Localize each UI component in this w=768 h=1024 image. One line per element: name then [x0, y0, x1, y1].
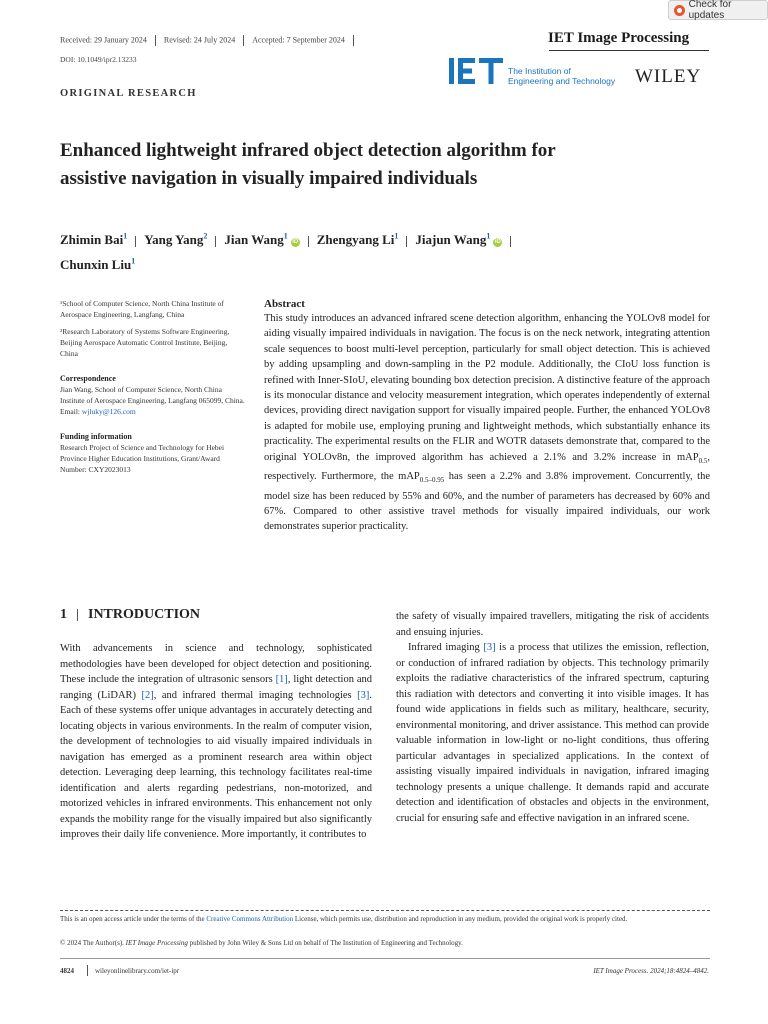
orcid-icon[interactable]: iD	[292, 239, 299, 246]
author-6[interactable]: Chunxin Liu$^1$	[60, 256, 136, 272]
license-link[interactable]: Creative Commons Attribution	[206, 915, 294, 923]
copyright-note: © 2024 The Author(s). IET Image Processing published by John Wiley & Sons Ltd on behalf of The Institution of Engineering and Technology.	[60, 939, 463, 947]
footer-rule	[60, 958, 710, 959]
iet-name-line1: The Institution of	[508, 66, 571, 76]
section-heading	[60, 607, 200, 623]
received-date: Received: 29 January 2024	[60, 35, 147, 45]
section-title: INTRODUCTION	[88, 607, 201, 622]
email-line: Email: wjluky@126.com	[60, 407, 136, 416]
citation: IET Image Process. 2024;18:4824–4842.	[593, 967, 709, 975]
intro-paragraph: Infrared imaging [3] is a process that utilizes the emission, reflection, or conduction of infrared radiation by objects. This technology primarily exploits the radiative characteristics of the infrared spectrum, capturing this radiation with detectors and converting it into visible images. It has found wide applications in fields such as military, healthcare, security, environmental monitoring, and driver assistance. This method can provide valuable information in low-light or no-light conditions, thus offering particular advantages in specialized applications. In the context of assisting visually impaired individuals in navigation, infrared imaging technology presents a unique challenge. It demands rapid and accurate detection and identification of obstacles and objects in the environment, crucial for ensuring safe and effective navigation in an infrared scene.	[396, 642, 709, 824]
author-5[interactable]: Jiajun Wang$^1$iD	[415, 232, 501, 248]
doi: DOI: 10.1049/ipr2.13233	[60, 55, 137, 64]
divider	[87, 965, 88, 976]
author-3[interactable]: Jian Wang$^1$iD	[224, 232, 299, 248]
email-link[interactable]: wjluky@126.com	[81, 407, 136, 416]
orcid-icon[interactable]: iD	[494, 239, 501, 246]
citation-link[interactable]: [3]	[357, 689, 370, 701]
divider	[135, 236, 136, 247]
author-list	[60, 226, 710, 275]
divider	[406, 236, 407, 247]
update-icon	[674, 5, 685, 16]
dates-line	[60, 35, 362, 46]
iet-logo-mark	[449, 58, 505, 84]
license-note: This is an open access article under the terms of the Creative Commons Attribution License, which permits use, distribution and reproduction in any medium, provided the original work is properly cited.	[60, 915, 628, 923]
author-2[interactable]: Yang Yang$^2$	[144, 232, 208, 248]
abstract-heading: Abstract	[264, 298, 305, 310]
section-number: 1	[60, 607, 67, 622]
journal-url[interactable]: wileyonlinelibrary.com/iet-ipr	[95, 967, 180, 975]
wiley-logo: WILEY	[635, 66, 702, 87]
funding-body: Research Project of Science and Technology for Hebei Province Higher Education Institutions, Grant/Award Number: CXY2023013	[60, 443, 225, 474]
correspondence-heading: Correspondence	[60, 374, 116, 383]
footnote-rule	[60, 910, 710, 911]
journal-name: IET Image Processing	[548, 30, 690, 46]
citation-link[interactable]: [2]	[141, 689, 154, 701]
abstract	[264, 297, 710, 535]
intro-right-column	[396, 609, 709, 826]
divider	[243, 35, 244, 46]
page-number: 4824	[60, 967, 74, 975]
iet-logo	[449, 56, 505, 86]
iet-name-line2: Engineering and Technology	[508, 76, 616, 86]
check-for-updates-label: Check for updates	[688, 0, 732, 21]
iet-name	[508, 66, 615, 86]
divider	[155, 35, 156, 46]
affiliation-2: ²Research Laboratory of Systems Software Engineering, Beijing Aerospace Automatic Control Institute, Beijing, China	[60, 327, 230, 358]
journal-rule	[549, 50, 709, 51]
divider	[510, 236, 511, 247]
accepted-date: Accepted: 7 September 2024	[252, 35, 345, 45]
affiliation-1: ¹School of Computer Science, North China Institute of Aerospace Engineering, Langfang, China	[60, 299, 224, 319]
intro-paragraph: the safety of visually impaired travellers, mitigating the risk of accidents and ensuing injuries.	[396, 611, 709, 638]
sidebar	[60, 298, 245, 475]
revised-date: Revised: 24 July 2024	[163, 35, 236, 45]
funding-heading: Funding information	[60, 432, 132, 441]
divider	[308, 236, 309, 247]
citation-link[interactable]: [3]	[483, 642, 496, 653]
correspondence-body: Jian Wang, School of Computer Science, North China Institute of Aerospace Engineering, Langfang 065099, China.	[60, 385, 245, 405]
abstract-text: This study introduces an advanced infrared scene detection algorithm, enhancing the YOLOv8 model for aiding visually impaired individuals in navigation. The focus is on the neck network, integrating attention scale sequences to boost multi-level perception, particularly for small object detection. This is achieved by adding upsampling and down-sampling in the P2 module. Additionally, the CIoU loss function is refined with Inner-SIoU, elevating bounding box detection precision. A distinctive feature of the approach is its monocular distance and velocity measurement integration, which operates independently of external devices, providing direct navigation support for visually impaired people. Further, the enhanced YOLOv8 is adapted for mobile use, employing pruning and lightweight methods, which substantially enhance its practicality. The experimental results on the FLIR and WOTR datasets demonstrate that, compared to the original YOLOv8n, the improved algorithm has achieved a 2.1% and 3.2% increase in mAP$_{0.5}$, respectively. Furthermore, the mAP$_{0.5-0.95}$ has seen a 2.2% and 3.8% improvement. Concurrently, the model size has been reduced by 55% and 60%, and the number of parameters has decreased by 60% and 67%. Compared to other assistive travel methods for visually impaired individuals, our work demonstrates superior practicality.	[264, 313, 710, 533]
check-for-updates-button[interactable]	[668, 0, 768, 20]
divider	[77, 609, 78, 621]
article-type: ORIGINAL RESEARCH	[60, 88, 197, 99]
divider	[215, 236, 216, 247]
title-line-2: assistive navigation in visually impaired individuals	[60, 168, 478, 189]
title-line-1: Enhanced lightweight infrared object detection algorithm for	[60, 140, 556, 161]
article-title	[60, 137, 720, 193]
divider	[353, 35, 354, 46]
author-4[interactable]: Zhengyang Li$^1$	[316, 232, 399, 248]
author-1[interactable]: Zhimin Bai$^1$	[60, 232, 128, 248]
intro-left-column: With advancements in science and technology, sophisticated methodologies have been developed for object detection and positioning. These include the integration of ultrasonic sensors [1], light detection and ranging (LiDAR) [2], and infrared thermal imaging technologies [3]. Each of these systems offer unique advantages in accurately detecting and locating objects in various environments. In the realm of computer vision, the development of technologies to aid visually impaired individuals in navigation has emerged as a prominent research area within object detection. Leveraging deep learning, this technology facilitates real-time identification and alerts regarding pedestrians, non-motorized, and motorized vehicles in infrared environments. This enhancement not only expands the mobility range for the visually impaired but also significantly improves their daily life convenience. More importantly, it contributes to	[60, 643, 372, 840]
citation-link[interactable]: [1]	[275, 674, 288, 685]
